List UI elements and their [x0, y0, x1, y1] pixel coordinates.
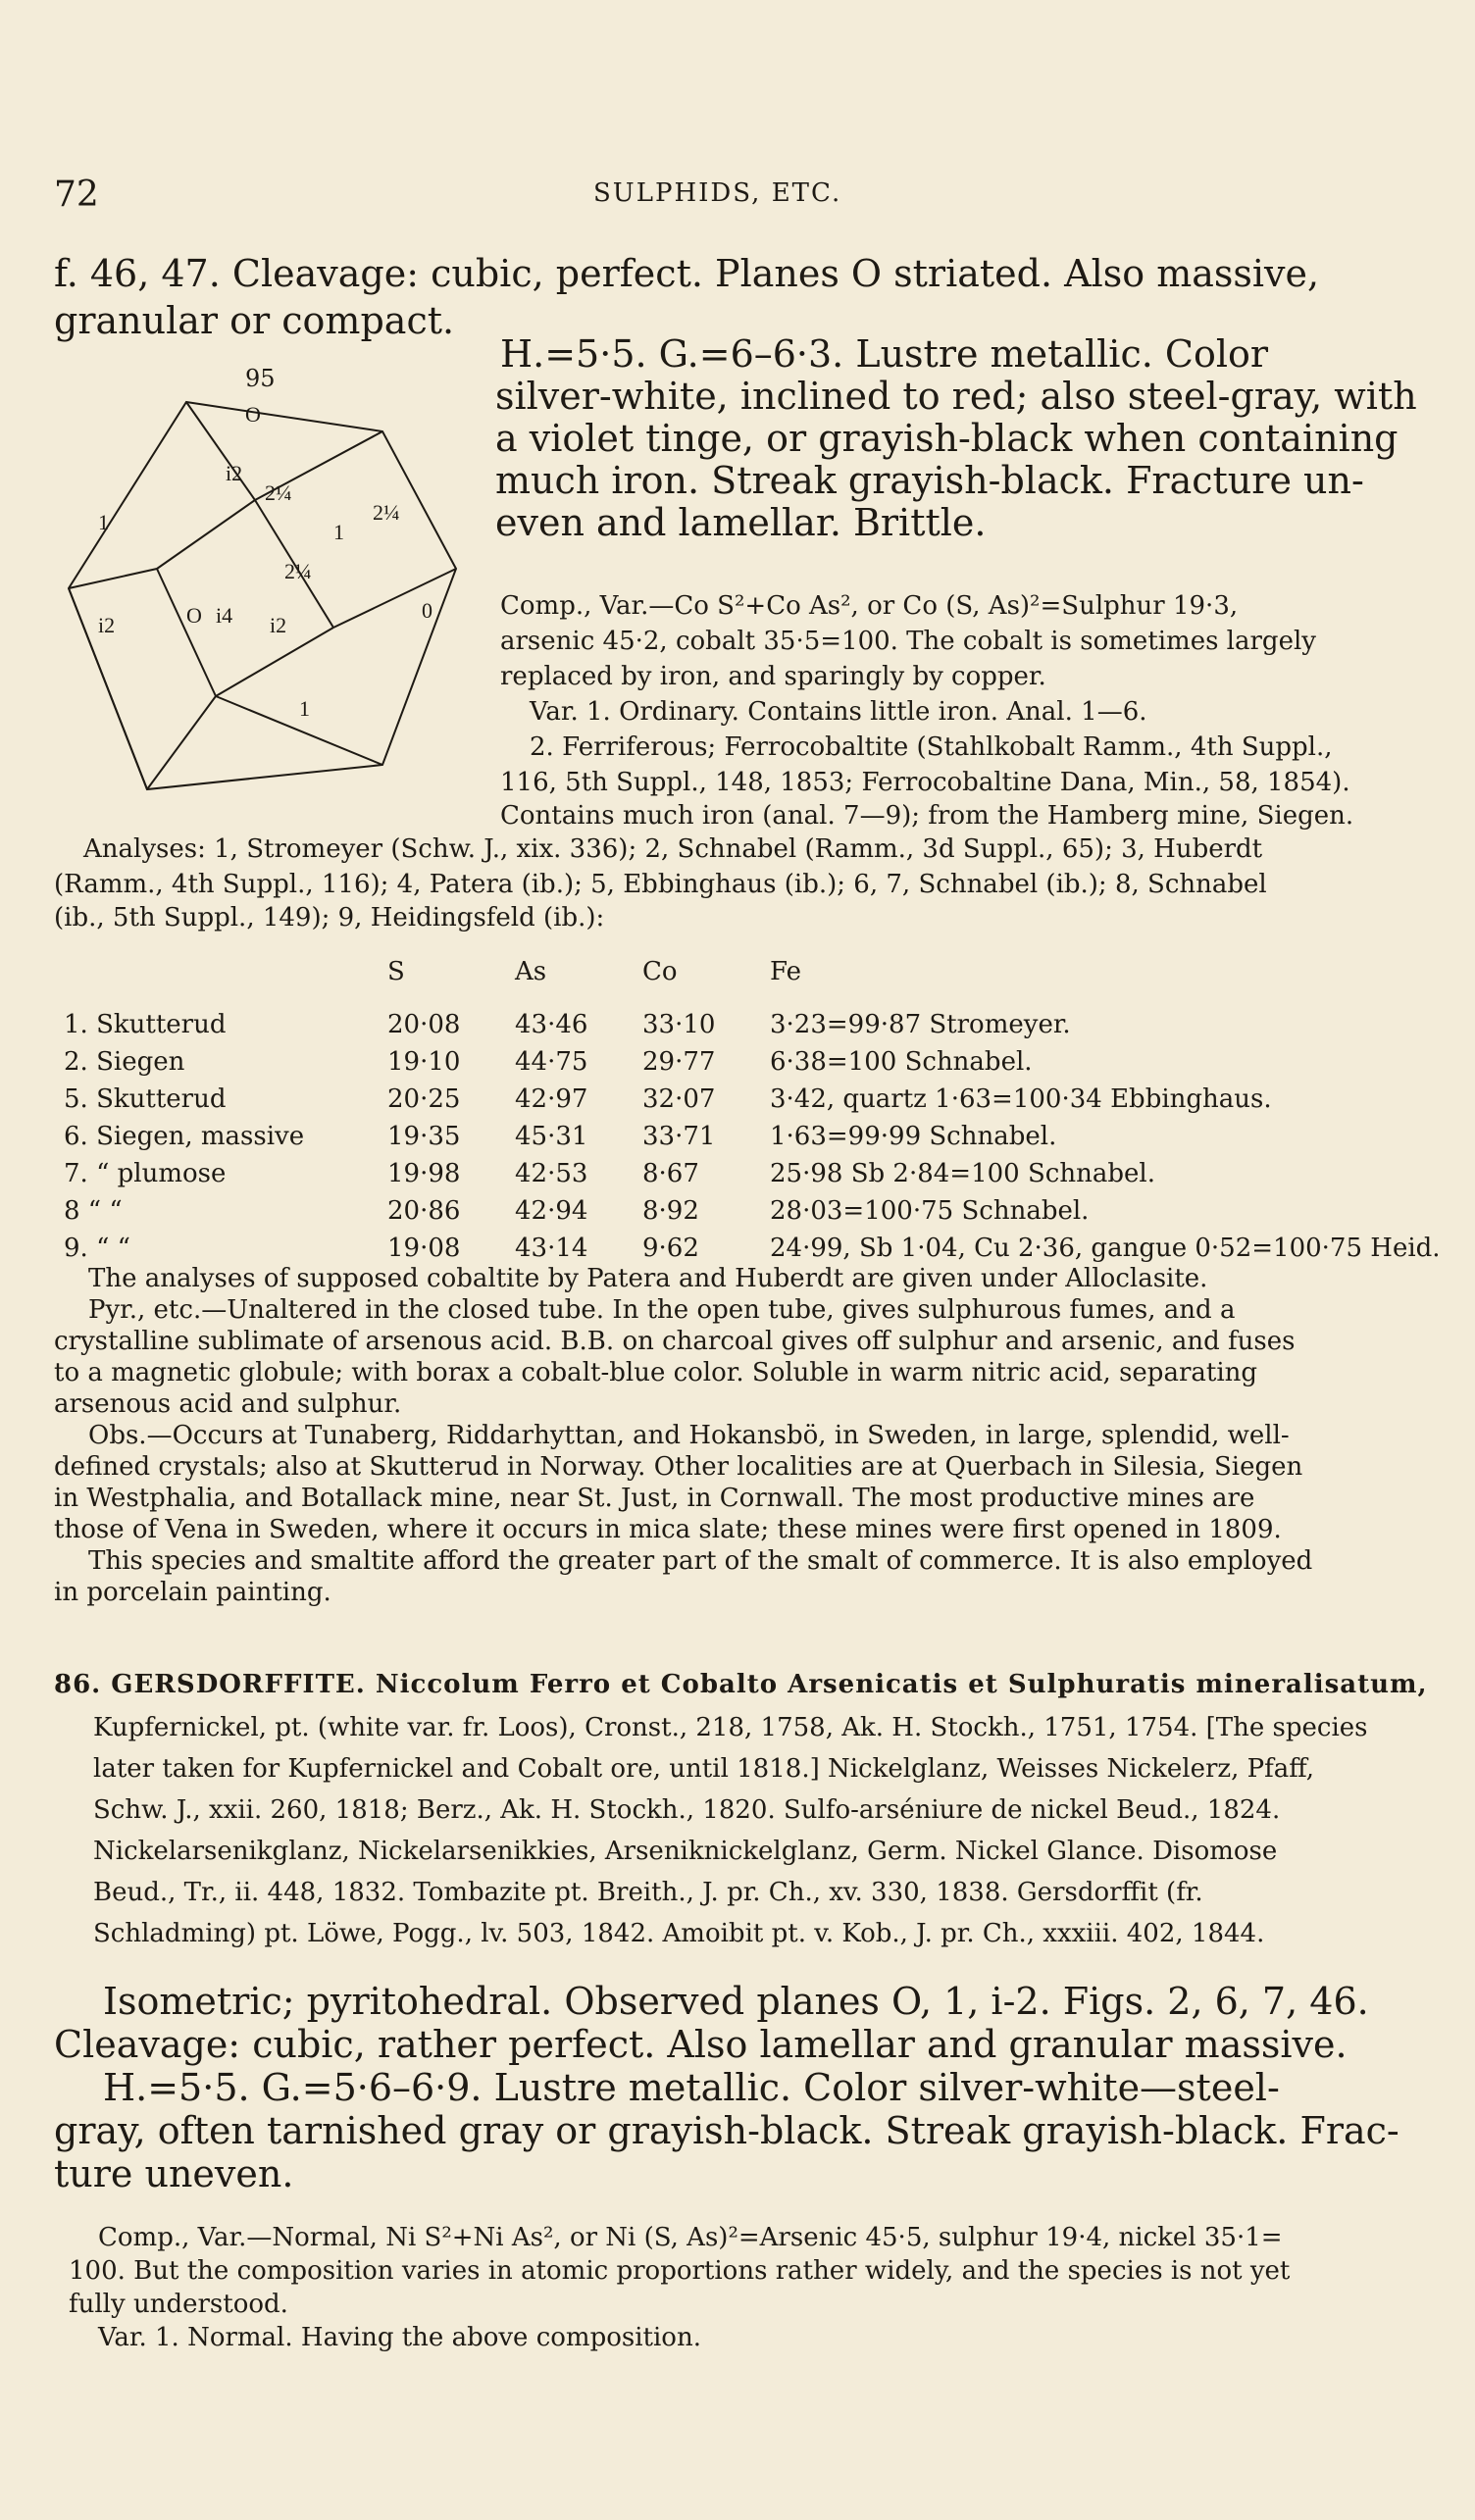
- figure-number: 95: [245, 365, 276, 392]
- note-line: crystalline sublimate of arsenous acid. B.B. on charcoal gives off sulphur and arsenic, and fuses: [54, 1327, 1296, 1356]
- running-title: SULPHIDS, ETC.: [593, 178, 842, 208]
- table-row: 2. Siegen 19·10 44·75 29·77 6·38=100 Schnabel.: [64, 1047, 1033, 1077]
- comp2-line: Var. 1. Normal. Having the above composition.: [98, 2323, 701, 2352]
- table-row: 7. “ plumose 19·98 42·53 8·67 25·98 Sb 2·84=100 Schnabel.: [64, 1159, 1155, 1188]
- intro-line-6: much iron. Streak grayish-black. Fracture un-: [495, 459, 1364, 502]
- page-number: 72: [54, 175, 99, 215]
- analyses-sources-1: Analyses: 1, Stromeyer (Schw. J., xix. 336); 2, Schnabel (Ramm., 3d Suppl., 65); 3, Huberdt: [83, 834, 1263, 864]
- table-row: 1. Skutterud 20·08 43·46 33·10 3·23=99·87 Stromeyer.: [64, 1010, 1071, 1039]
- face-label: 1: [98, 510, 109, 534]
- face-label: 2¼: [284, 559, 312, 583]
- intro-line-1: f. 46, 47. Cleavage: cubic, perfect. Planes O striated. Also massive,: [54, 252, 1320, 295]
- comp-line-7: Contains much iron (anal. 7—9); from the Hamberg mine, Siegen.: [500, 801, 1354, 831]
- comp2-line: Comp., Var.—Normal, Ni S²+Ni As², or Ni (S, As)²=Arsenic 45·5, sulphur 19·4, nickel 35·1=: [98, 2223, 1283, 2252]
- table-row: 6. Siegen, massive 19·35 45·31 33·71 1·63=99·99 Schnabel.: [64, 1122, 1057, 1151]
- synonymy-line: Schw. J., xxii. 260, 1818; Berz., Ak. H. Stockh., 1820. Sulfo-arséniure de nickel Beud., 1824.: [93, 1795, 1281, 1825]
- desc-line: gray, often tarnished gray or grayish-black. Streak grayish-black. Frac-: [54, 2109, 1399, 2152]
- face-label: i2: [226, 461, 243, 485]
- face-label: i4: [216, 603, 233, 628]
- analyses-sources-2: (Ramm., 4th Suppl., 116); 4, Patera (ib.); 5, Ebbinghaus (ib.); 6, 7, Schnabel (ib.); 8, Schnabel: [54, 870, 1267, 899]
- comp2-line: fully understood.: [69, 2290, 288, 2319]
- var-2-line: 2. Ferriferous; Ferrocobaltite (Stahlkobalt Ramm., 4th Suppl.,: [530, 732, 1333, 762]
- face-label: O: [245, 402, 261, 427]
- note-line: in Westphalia, and Botallack mine, near St. Just, in Cornwall. The most productive mines are: [54, 1484, 1255, 1513]
- synonymy-line: later taken for Kupfernickel and Cobalt ore, until 1818.] Nickelglanz, Weisses Nickelerz, Pfaff,: [93, 1754, 1315, 1784]
- face-label: i2: [98, 613, 116, 637]
- table-row: 5. Skutterud 20·25 42·97 32·07 3·42, quartz 1·63=100·34 Ebbinghaus.: [64, 1084, 1272, 1114]
- note-line: to a magnetic globule; with borax a cobalt-blue color. Soluble in warm nitric acid, separating: [54, 1358, 1258, 1387]
- analyses-sources-3: (ib., 5th Suppl., 149); 9, Heidingsfeld (ib.):: [54, 903, 605, 932]
- analyses-table: [54, 953, 1450, 1267]
- face-label: 1: [333, 520, 344, 544]
- face-label: 2¼: [373, 500, 400, 525]
- synonymy-line: Nickelarsenikglanz, Nickelarsenikkies, Arseniknickelglanz, Germ. Nickel Glance. Disomose: [93, 1837, 1278, 1866]
- face-label: O: [186, 603, 202, 628]
- desc-line: H.=5·5. G.=5·6–6·9. Lustre metallic. Color silver-white—steel-: [103, 2066, 1280, 2109]
- table-row: 8 “ “ 20·86 42·94 8·92 28·03=100·75 Schnabel.: [64, 1196, 1090, 1226]
- header-cell: S: [387, 957, 405, 986]
- comp-line-3: replaced by iron, and sparingly by copper.: [500, 662, 1046, 691]
- species-heading: 86. GERSDORFFITE. Niccolum Ferro et Cobalto Arsenicatis et Sulphuratis mineralisatum,: [54, 1670, 1428, 1699]
- face-label: i2: [270, 613, 287, 637]
- header-cell: [54, 953, 378, 990]
- comp-line-1: Comp., Var.—Co S²+Co As², or Co (S, As)²=Sulphur 19·3,: [500, 591, 1239, 621]
- note-line: Obs.—Occurs at Tunaberg, Riddarhyttan, and Hokansbö, in Sweden, in large, splendid, well-: [88, 1421, 1290, 1450]
- note-line: in porcelain painting.: [54, 1578, 331, 1607]
- intro-line-4: silver-white, inclined to red; also steel-gray, with: [495, 375, 1417, 418]
- note-line: defined crystals; also at Skutterud in Norway. Other localities are at Querbach in Silesia, Siegen: [54, 1452, 1303, 1482]
- var-1-line: Var. 1. Ordinary. Contains little iron. Anal. 1—6.: [530, 697, 1147, 727]
- face-label: 1: [299, 696, 310, 721]
- table-row: 9. “ “ 19·08 43·14 9·62 24·99, Sb 1·04, Cu 2·36, gangue 0·52=100·75 Heid.: [64, 1234, 1441, 1263]
- comp-line-6: 116, 5th Suppl., 148, 1853; Ferrocobaltine Dana, Min., 58, 1854).: [500, 768, 1350, 797]
- header-cell: Co: [642, 957, 678, 986]
- note-line: Pyr., etc.—Unaltered in the closed tube. In the open tube, gives sulphurous fumes, and a: [88, 1295, 1236, 1325]
- desc-line: Isometric; pyritohedral. Observed planes O, 1, i-2. Figs. 2, 6, 7, 46.: [103, 1980, 1369, 2023]
- header-cell: Fe: [770, 957, 802, 986]
- face-label: 0: [422, 598, 432, 623]
- synonymy-line: Beud., Tr., ii. 448, 1832. Tombazite pt. Breith., J. pr. Ch., xv. 330, 1838. Gersdorffit (fr.: [93, 1878, 1203, 1907]
- intro-line-2: granular or compact.: [54, 299, 455, 342]
- note-line: arsenous acid and sulphur.: [54, 1389, 402, 1419]
- header-cell: As: [515, 957, 547, 986]
- intro-line-7: even and lamellar. Brittle.: [495, 501, 987, 544]
- note-line: those of Vena in Sweden, where it occurs in mica slate; these mines were first opened in 1809.: [54, 1515, 1282, 1544]
- desc-line: Cleavage: cubic, rather perfect. Also lamellar and granular massive.: [54, 2023, 1348, 2066]
- note-line: The analyses of supposed cobaltite by Patera and Huberdt are given under Alloclasite.: [88, 1264, 1208, 1293]
- intro-line-3: H.=5·5. G.=6–6·3. Lustre metallic. Color: [500, 332, 1269, 376]
- comp-line-2: arsenic 45·2, cobalt 35·5=100. The cobalt is sometimes largely: [500, 627, 1316, 656]
- comp2-line: 100. But the composition varies in atomic proportions rather widely, and the species is not yet: [69, 2256, 1291, 2286]
- intro-line-5: a violet tinge, or grayish-black when containing: [495, 417, 1399, 460]
- face-label: 2¼: [265, 480, 292, 505]
- synonymy-line: Kupfernickel, pt. (white var. fr. Loos), Cronst., 218, 1758, Ak. H. Stockh., 1751, 1754. [The species: [93, 1713, 1368, 1742]
- table-header: [54, 953, 1450, 990]
- note-line: This species and smaltite afford the greater part of the smalt of commerce. It is also employed: [88, 1546, 1313, 1576]
- synonymy-line: Schladming) pt. Löwe, Pogg., lv. 503, 1842. Amoibit pt. v. Kob., J. pr. Ch., xxxiii. 402, 1844.: [93, 1919, 1265, 1948]
- crystal-figure: [59, 392, 471, 804]
- desc-line: ture uneven.: [54, 2152, 294, 2195]
